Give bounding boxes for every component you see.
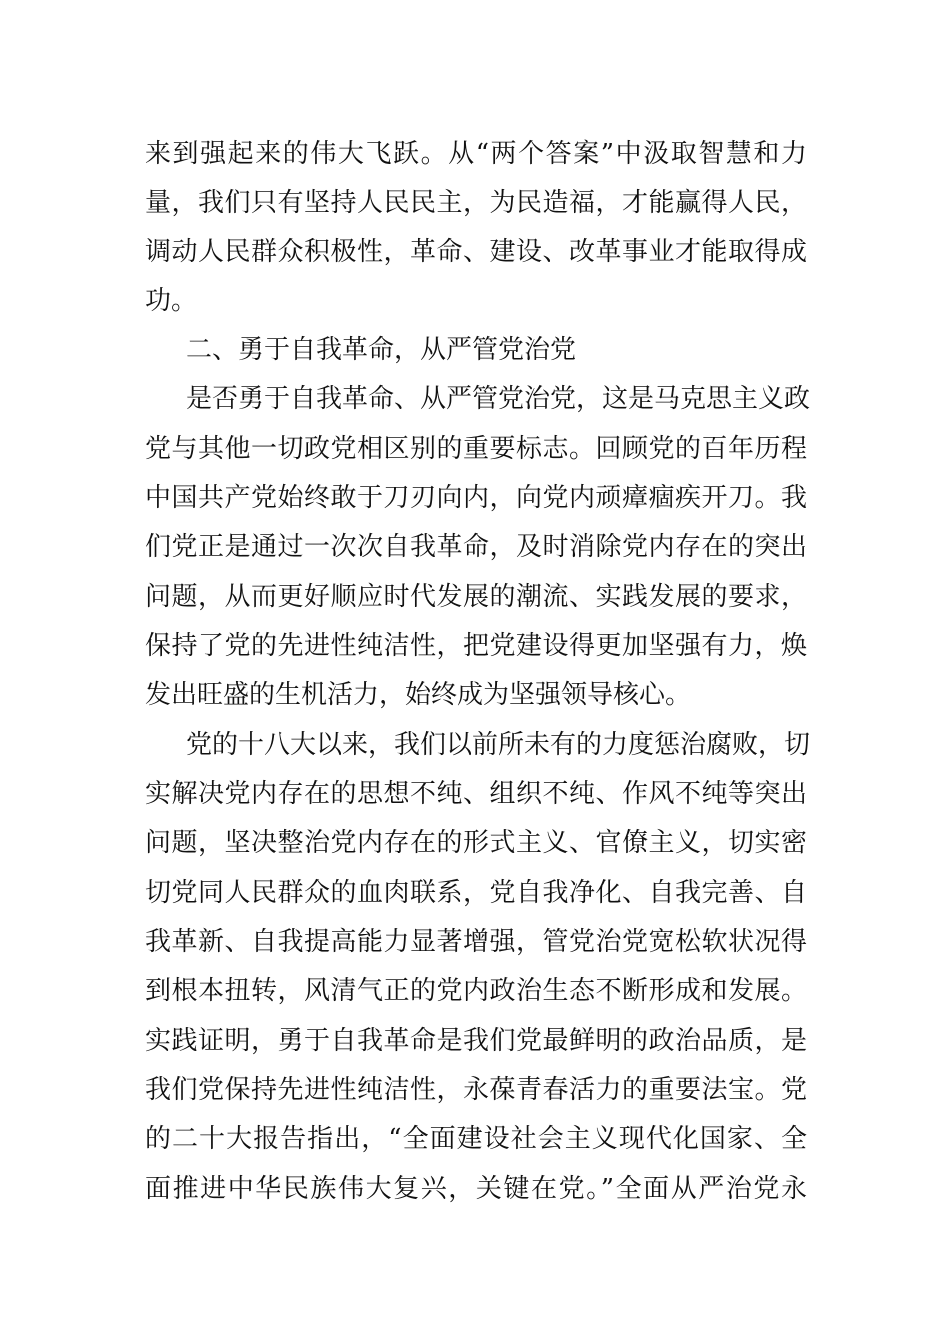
paragraph-line: 切党同人民群众的血肉联系，党自我净化、自我完善、自 [145,878,807,908]
paragraph-line: 来到强起来的伟大飞跃。从“两个答案”中汲取智慧和力 [145,139,807,169]
paragraph-line: 们党正是通过一次次自我革命，及时消除党内存在的突出 [145,532,807,562]
paragraph-line: 量，我们只有坚持人民民主，为民造福，才能赢得人民， [145,188,807,218]
paragraph-line: 保持了党的先进性纯洁性，把党建设得更加坚强有力，焕 [145,631,807,661]
paragraph-line: 中国共产党始终敢于刀刃向内，向党内顽瘴痼疾开刀。我 [145,483,807,513]
paragraph-line: 面推进中华民族伟大复兴，关键在党。”全面从严治党永 [145,1174,807,1204]
paragraph-line: 党的十八大以来，我们以前所未有的力度惩治腐败，切 [186,730,811,760]
paragraph-line: 到根本扭转，风清气正的党内政治生态不断形成和发展。 [145,976,807,1006]
paragraph-line: 的二十大报告指出，“全面建设社会主义现代化国家、全 [145,1124,807,1154]
section-heading: 二、勇于自我革命，从严管党治党 [186,335,577,365]
paragraph-line: 发出旺盛的生机活力，始终成为坚强领导核心。 [145,680,692,710]
paragraph-line: 党与其他一切政党相区别的重要标志。回顾党的百年历程 [145,434,807,464]
paragraph-line: 调动人民群众积极性，革命、建设、改革事业才能取得成 [145,237,807,267]
paragraph-line: 我革新、自我提高能力显著增强，管党治党宽松软状况得 [145,927,807,957]
paragraph-line: 实解决党内存在的思想不纯、组织不纯、作风不纯等突出 [145,779,807,809]
paragraph-line: 是否勇于自我革命、从严管党治党，这是马克思主义政 [186,384,811,414]
paragraph-line: 问题，从而更好顺应时代发展的潮流、实践发展的要求， [145,582,807,612]
paragraph-line: 问题，坚决整治党内存在的形式主义、官僚主义，切实密 [145,828,807,858]
paragraph-line: 实践证明，勇于自我革命是我们党最鲜明的政治品质，是 [145,1026,807,1056]
paragraph-line: 功。 [145,286,198,316]
paragraph-line: 我们党保持先进性纯洁性，永葆青春活力的重要法宝。党 [145,1075,807,1105]
